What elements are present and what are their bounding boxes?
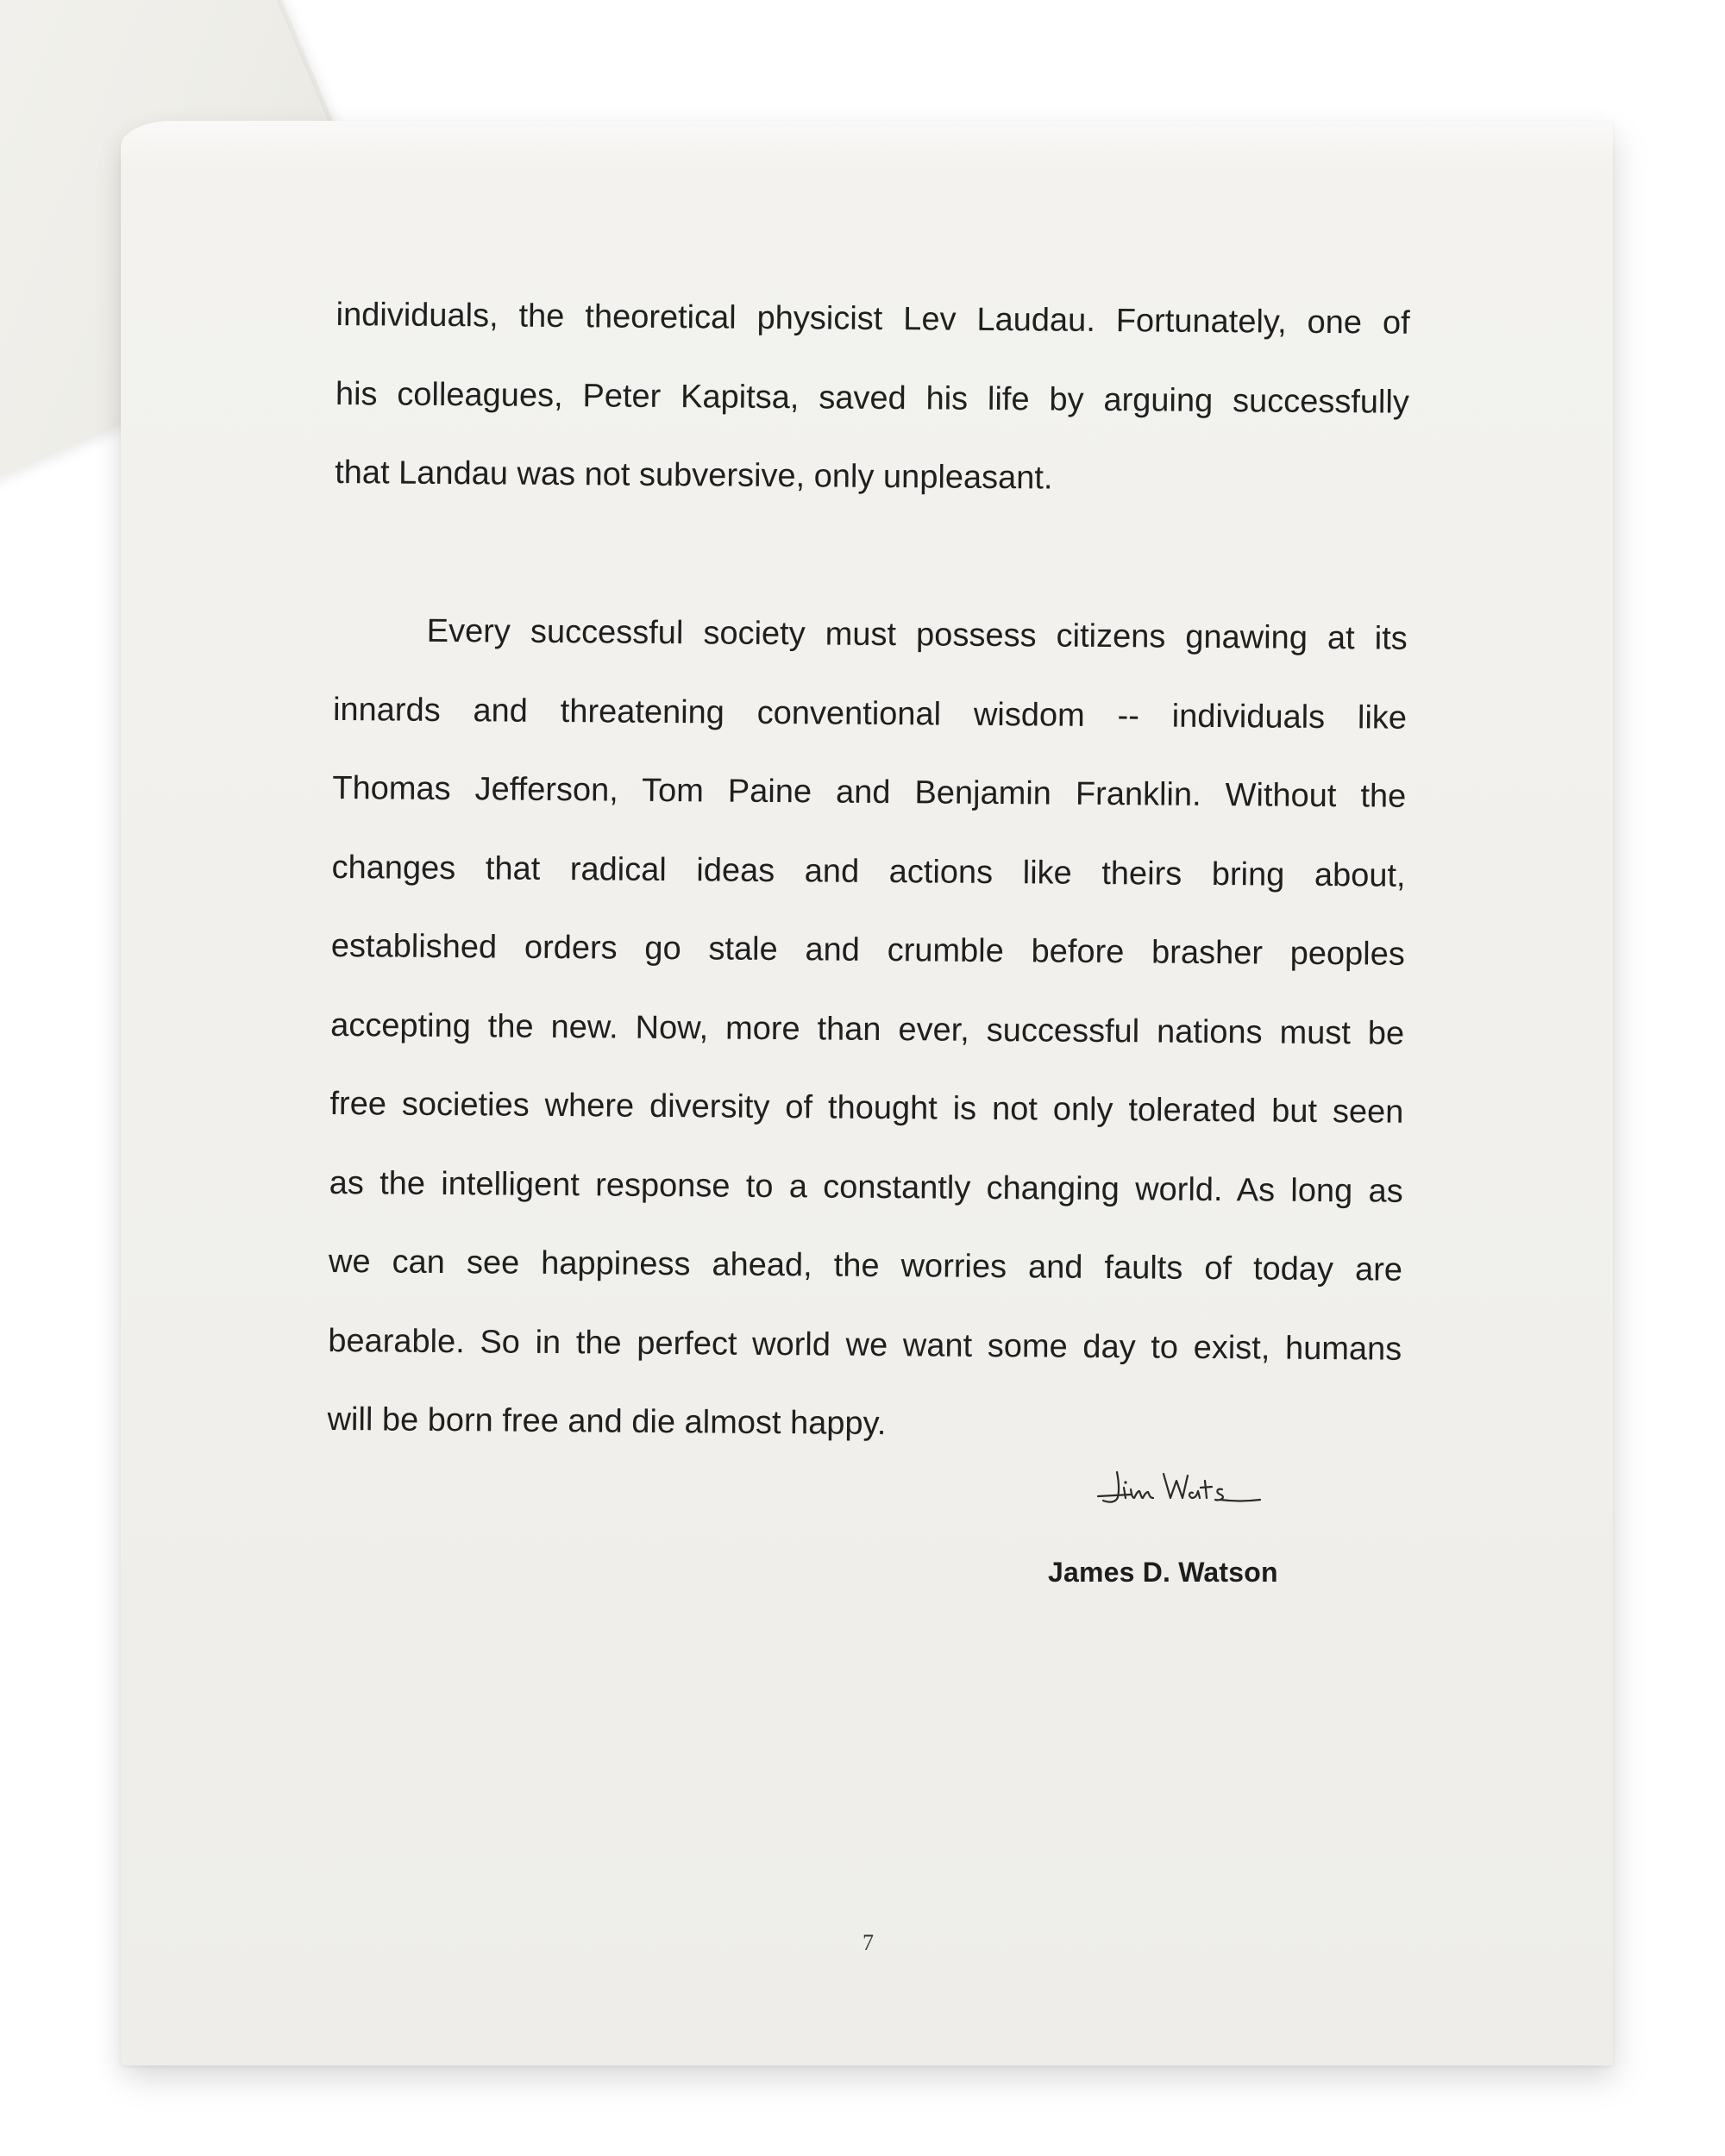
text-line: bearable. So in the perfect world we want some day to exist, humans <box>328 1322 1402 1368</box>
text-line: Every successful society must possess citizens gnawing at its <box>426 612 1408 657</box>
text-line: Thomas Jefferson, Tom Paine and Benjamin Franklin. Without the <box>332 769 1407 815</box>
text-line: we can see happiness ahead, the worries and faults of today are <box>328 1243 1403 1288</box>
text-line: that Landau was not subversive, only unpleasant. <box>335 454 1053 497</box>
text-line: individuals, the theoretical physicist Lev Laudau. Fortunately, one of <box>336 296 1410 342</box>
paragraph-gap <box>334 512 1408 599</box>
document-page <box>121 121 1613 2065</box>
handwritten-signature <box>1091 1462 1264 1522</box>
text-line: accepting the new. Now, more than ever, successful nations must be <box>330 1006 1405 1052</box>
text-line: changes that radical ideas and actions like theirs bring about, <box>331 849 1406 894</box>
text-line: innards and threatening conventional wisdom -- individuals like <box>332 691 1408 736</box>
body-text <box>327 276 1410 1468</box>
text-line: his colleagues, Peter Kapitsa, saved his life by arguing successfully <box>335 375 1410 421</box>
text-line: will be born free and die almost happy. <box>327 1401 887 1443</box>
text-line: as the intelligent response to a constantly changing world. As long as <box>329 1164 1403 1210</box>
text-line: free societies where diversity of thought is not only tolerated but seen <box>329 1085 1404 1131</box>
text-line: established orders go stale and crumble before brasher peoples <box>330 927 1406 973</box>
page-number: 7 <box>862 1930 874 1955</box>
signer-name: James D. Watson <box>1048 1557 1278 1588</box>
